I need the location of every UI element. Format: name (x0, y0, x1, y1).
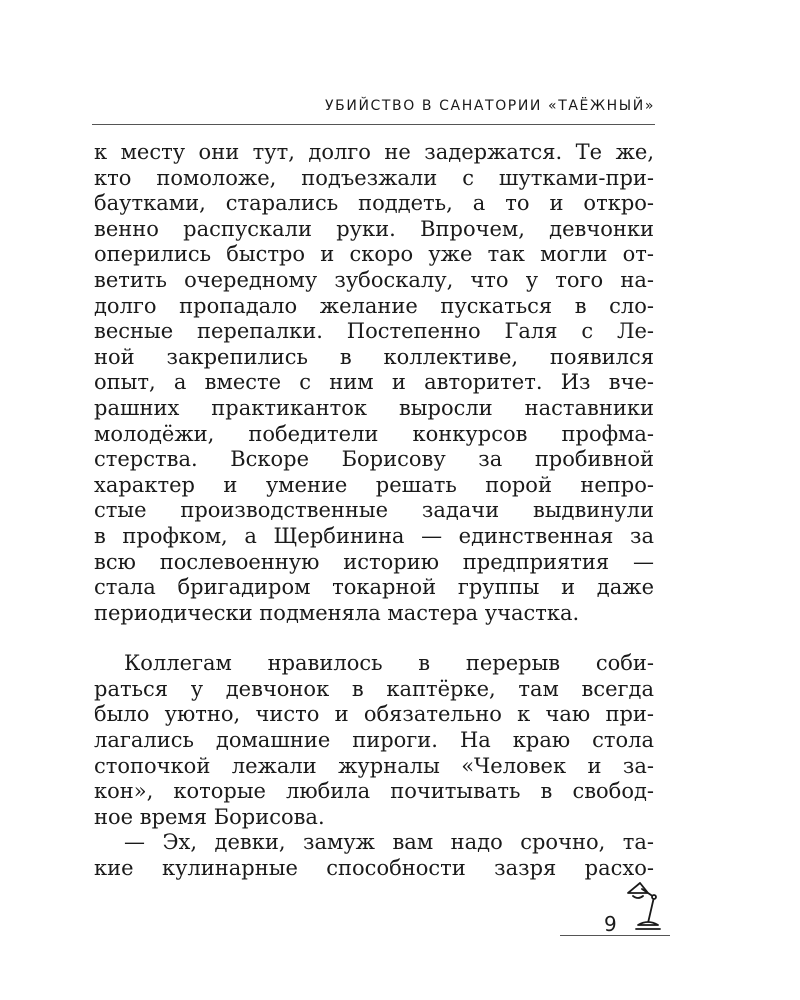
text-line: периодически подменяла мастера участка. (94, 600, 580, 625)
running-header: УБИЙСТВО В САНАТОРИИ «ТАЁЖНЫЙ» (325, 98, 655, 114)
text-line: ной закрепились в коллективе, появился (94, 344, 654, 369)
text-line: весные перепалки. Постепенно Галя с Ле- (94, 319, 654, 344)
text-line: кто помоложе, подъезжали с шутками-при- (94, 165, 654, 190)
body-text (94, 140, 654, 882)
text-line: опыт, а вместе с ним и авторитет. Из вче- (94, 370, 654, 395)
text-line: стерства. Вскоре Борисову за пробивной (94, 447, 654, 472)
text-line: долго пропадало желание пускаться в сло- (94, 293, 654, 318)
text-line: ное время Борисова. (94, 804, 325, 829)
text-line: — Эх, девки, замуж вам надо срочно, та- (124, 830, 654, 855)
desk-lamp-icon (624, 879, 670, 937)
text-line: кон», которые любила почитывать в свобод- (94, 779, 654, 804)
text-line: ветить очередному зубоскалу, что у того на- (94, 267, 654, 292)
text-line: стые производственные задачи выдвинули (94, 498, 654, 523)
text-line: рашних практиканток выросли наставники (94, 395, 654, 420)
text-line: стопочкой лежали журналы «Человек и за- (94, 753, 654, 778)
text-line: характер и умение решать порой непро- (94, 472, 654, 497)
paragraph-gap (94, 626, 654, 651)
page-number: 9 (604, 912, 617, 936)
text-line: баутками, старались поддеть, а то и откро- (94, 191, 654, 216)
text-line: Коллегам нравилось в перерыв соби- (124, 651, 654, 676)
folio (560, 905, 670, 945)
text-line: раться у девчонок в каптёрке, там всегда (94, 676, 654, 701)
text-line: всю послевоенную историю предприятия — (94, 549, 654, 574)
text-line: кие кулинарные способности зазря расхо- (94, 856, 654, 881)
text-line: стала бригадиром токарной группы и даже (94, 575, 654, 600)
text-line: лагались домашние пироги. На краю стола (94, 728, 654, 753)
text-line: в профком, а Щербинина — единственная за (94, 523, 654, 548)
text-line: было уютно, чисто и обязательно к чаю при- (94, 702, 654, 727)
text-line: к месту они тут, долго не задержатся. Те же, (94, 140, 654, 164)
header-rule (92, 124, 655, 125)
text-line: оперились быстро и скоро уже так могли от- (94, 242, 654, 267)
text-line: венно распускали руки. Впрочем, девчонки (94, 216, 654, 241)
text-line: молодёжи, победители конкурсов профма- (94, 421, 654, 446)
